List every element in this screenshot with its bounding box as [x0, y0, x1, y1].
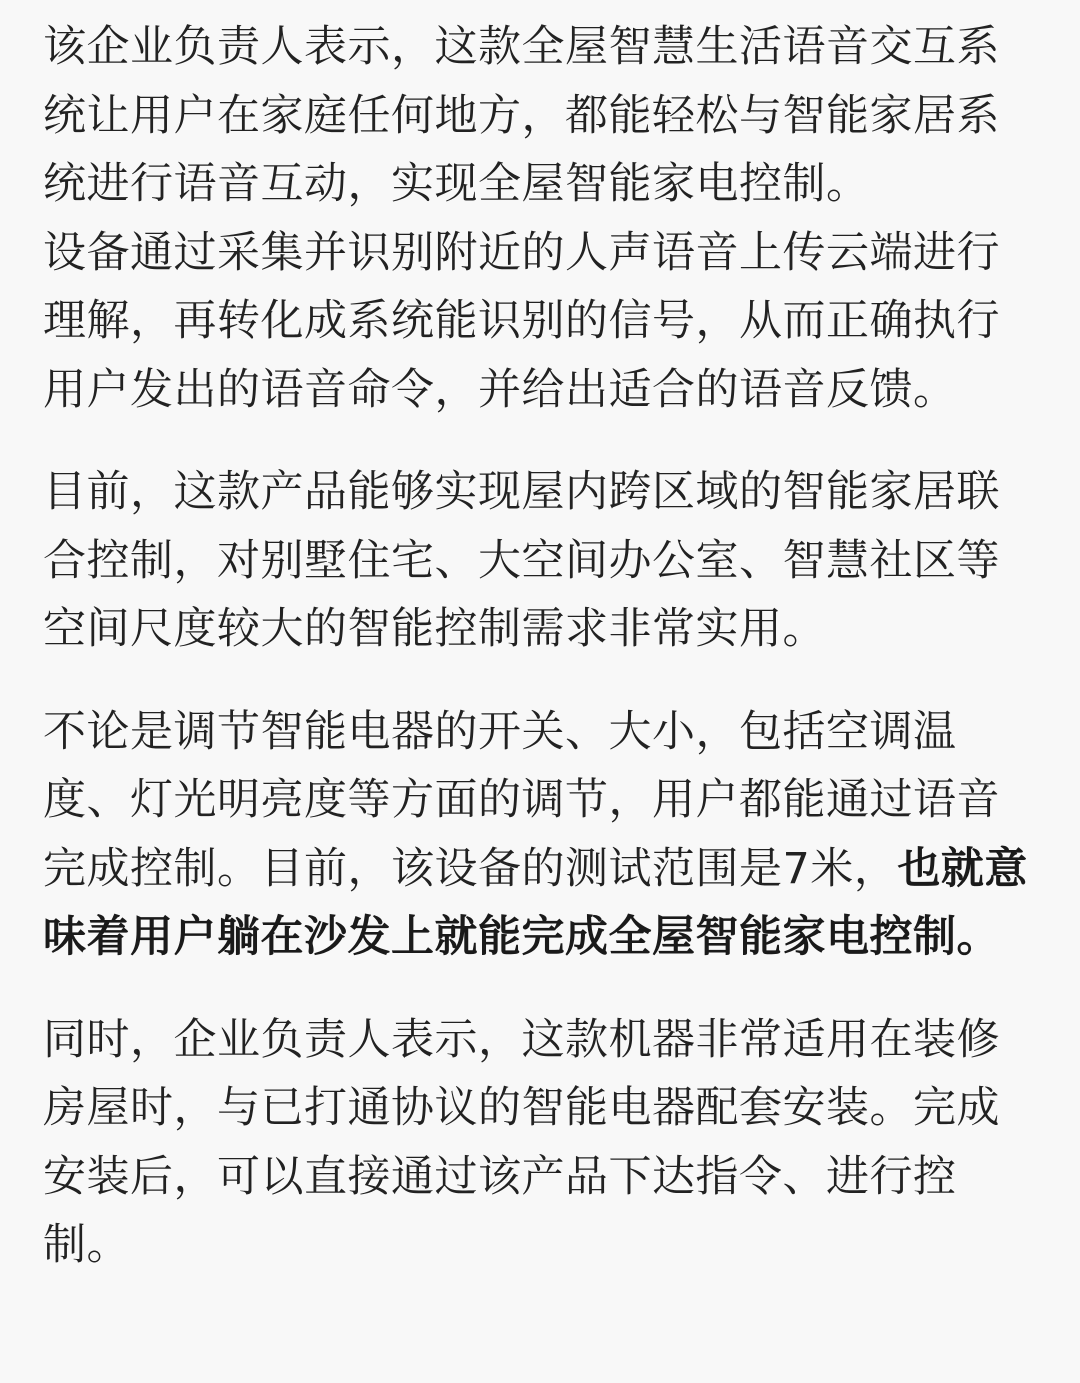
paragraph-1-text: 该企业负责人表示，这款全屋智慧生活语音交互系统让用户在家庭任何地方，都能轻松与智能家居系统进行语音互动，实现全屋智能家电控制。: [43, 22, 1000, 209]
article-body: [43, 13, 1043, 1280]
paragraph-4: [43, 698, 1043, 972]
paragraph-3-text: 目前，这款产品能够实现屋内跨区域的智能家居联合控制，对别墅住宅、大空间办公室、智慧社区等空间尺度较大的智能控制需求非常实用。: [43, 467, 1000, 654]
paragraph-1: [43, 13, 1043, 219]
paragraph-5: [43, 1006, 1043, 1280]
paragraph-2-text: 设备通过采集并识别附近的人声语音上传云端进行理解，再转化成系统能识别的信号，从而正确执行用户发出的语音命令，并给出适合的语音反馈。: [43, 227, 1000, 415]
paragraph-3: [43, 458, 1043, 664]
paragraph-4-text: 不论是调节智能电器的开关、大小，包括空调温度、灯光明亮度等方面的调节，用户都能通过语音完成控制。目前，该设备的测试范围是7米，: [43, 706, 1000, 894]
paragraph-5-text: 同时，企业负责人表示，这款机器非常适用在装修房屋时，与已打通协议的智能电器配套安装。完成安装后，可以直接通过该产品下达指令、进行控制。: [43, 1014, 1000, 1270]
paragraph-4-bold-text: 也就意味着用户躺在沙发上就能完成全屋智能家电控制。: [43, 843, 1028, 962]
paragraph-2: [43, 219, 1043, 425]
